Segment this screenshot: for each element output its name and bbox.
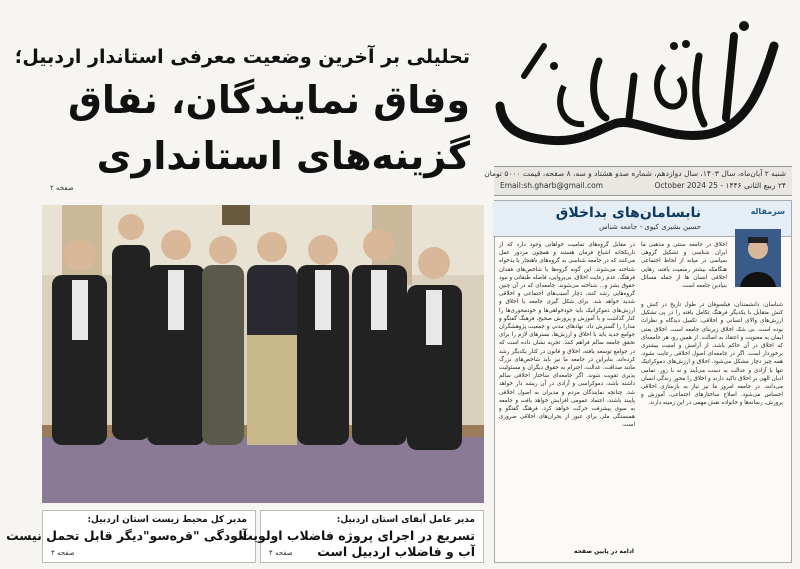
issue-email[interactable]: Email:sh.gharb@gmail.com bbox=[500, 181, 604, 190]
author-portrait bbox=[735, 229, 781, 287]
box-mid-kicker: مدیر عامل آبفای استان اردبیل: bbox=[336, 515, 475, 525]
editorial-column bbox=[494, 200, 792, 563]
box-mid-title-line2[interactable]: آب و فاضلاب اردبیل است bbox=[317, 544, 475, 559]
lead-kicker: تحلیلی بر آخرین وضعیت معرفی استاندار اردبیل؛ bbox=[14, 46, 470, 68]
masthead bbox=[494, 6, 792, 166]
box-mid-title-line1[interactable]: تسریع در اجرای پروژه فاضلاب اولویت bbox=[240, 528, 475, 543]
news-box-water[interactable] bbox=[240, 510, 484, 563]
issue-hijri-line: ۲۴ ربیع الثانی ۱۴۴۶ - 25 October 2024 bbox=[654, 181, 786, 190]
issue-info-bar bbox=[484, 166, 792, 196]
lead-photo[interactable] bbox=[42, 205, 484, 503]
editorial-continued: ادامه در پایین صفحه bbox=[573, 548, 634, 555]
editorial-tag: سرمقاله bbox=[750, 207, 785, 216]
box-mid-page-ref: صفحه ۴ bbox=[269, 549, 293, 557]
group-photo-icon bbox=[42, 205, 484, 503]
box-left-page-ref: صفحه ۴ bbox=[51, 549, 75, 557]
editorial-text-left: در مقابل گروه‌های تمامیت خواهانی وجود دارد که از تاریکخانه اشباع فرمان هستند و همچون مزدور عمل می‌کنند که در جامعه شناسی به گروه‌های ناهنجار یا بدخواه شناخته می‌شوند. این گونه گروه‌ها با شاخص‌های فقدان فرهنگ، عدم رعایت اخلاق، بی‌پروایی، فاصله طبقاتی و نبود حقوق بشر و... شناخته می‌شوند. جامعه‌ای که در آن چنین گروه‌هایی رشد کنند، دچار آسیب‌های اجتماعی و اخلاقی شدید خواهد شد. برای شکل گیری جامعه با اخلاق و ارزش‌های دموکراتیک باید خودخواهی‌ها و خودمحوری‌ها را کنار گذاشت و با آموزش و پرورش صحیح، فرهنگ گفتگو و مدارا را گسترش داد. نهادهای مدنی و جمعیت پژوهشگران جوامع جدید باید با اخلاق و ارزش‌ها، بسترهای لازم را برای تحقق جامعه سالم فراهم کنند. تجربه نشان داده است که در جوامع توسعه یافته، اخلاق و قانون در کنار یکدیگر رشد کرده‌اند. بنابراین در جامعه ما نیز باید شاخص‌های بزرگ مانند صداقت، عدالت، احترام به حقوق دیگران و مسئولیت پذیری تقویت شوند. اگر جامعه‌ای ساختار اخلاقی سالم داشته باشد، دموکراسی و آزادی در آن ریشه دار خواهد شد. چنانچه نمایندگان مردم و مدیران به اصول اخلاقی پایبند باشند، اعتماد عمومی افزایش خواهد یافت و جامعه به سوی پیشرفت حرکت خواهد کرد. فرهنگ گفتگو و همبستگی ملی برای عبور از بحران‌های اخلاقی ضروری است. bbox=[499, 242, 635, 429]
lead-headline-line1[interactable]: وفاق نمایندگان، نفاق bbox=[67, 78, 470, 122]
lead-page-ref: صفحه ۲ bbox=[50, 184, 74, 192]
lead-headline-line2[interactable]: گزینه‌های استانداری bbox=[96, 134, 470, 178]
editorial-text-right-top: اخلاق در جامعه سنتی و مذهبی ما ایران شناسی و تشکیل گروهی سیاسی در میانه از لحاظ اجتماعی هنگامکه بیشتر رسمیت یافته، رهایی اخلاقی انسان ها از جمله مسائل بنیادین جامعه است. bbox=[641, 242, 727, 290]
newspaper-logo bbox=[494, 6, 792, 166]
logo-calligraphy-icon bbox=[494, 6, 792, 166]
news-box-environment[interactable] bbox=[6, 510, 256, 563]
editorial-title[interactable]: نابسامان‌های بداخلاق bbox=[555, 205, 701, 221]
author-portrait-icon bbox=[735, 229, 781, 287]
editorial-text-right: شناسان، دانشمندان، فیلسوفان در طول تاریخ در کنش و کنش متقابل با یکدیگر فرهنگ تکامل یافته را در پی تشکیل ارزش‌های والای انسانی و اخلاقی، تکمیل دیدگاه و نظرات بوده است. بی شک اخلاق زیربنای جامعه است. اخلاق یعنی ایمان به معنویت و اعتقاد به اصالت. از همین رو، هر جامعه‌ای که اخلاق در آن حاکم باشد، از آرامش و امنیت بیشتری برخوردار است. اگر در جامعه‌ای اصول اخلاقی رعایت نشود، همه چیز دچار مشکل می‌شود. اخلاق و ارزش‌های دموکراتیک تنها با آزادی و عدالت به دست می‌آیند و نه با زور. تمامی ادیان الهی بر اخلاق تاکید دارند و اخلاق را محور زندگی انسان می‌دانند. در جامعه امروز ما نیز نیاز به بازسازی اخلاقی احساس می‌شود. اصلاح ساختارهای اجتماعی، آموزش و پرورش، رسانه‌ها و خانواده نقش مهمی در این زمینه دارند. bbox=[641, 302, 783, 407]
box-left-title[interactable]: آلودگی "قره‌سو"دیگر قابل تحمل نیست bbox=[6, 528, 247, 543]
issue-date-line: شنبه ۲ آبان‌ماه، سال ۱۴۰۳، سال دوازدهم، شماره صدو هشتاد و سه، ۸ صفحه، قیمت ۵۰۰۰ تومان bbox=[484, 169, 786, 178]
box-left-kicker: مدیر کل محیط زیست استان اردبیل: bbox=[87, 515, 247, 525]
editorial-author: حسین بشیری کیوی - جامعه شناس bbox=[599, 223, 701, 231]
